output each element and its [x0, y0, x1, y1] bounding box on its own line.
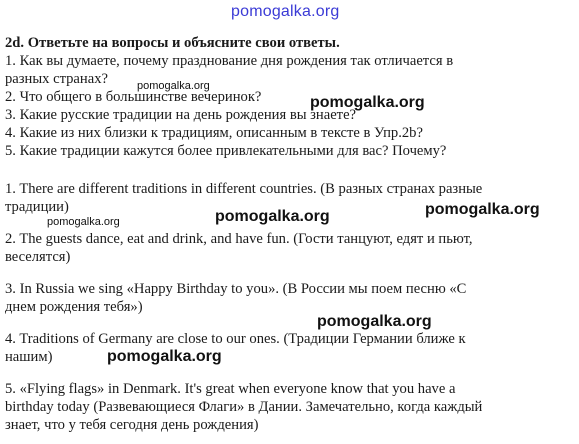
- watermark: pomogalka.org: [425, 201, 540, 218]
- watermark: pomogalka.org: [107, 348, 222, 365]
- exercise-title: 2d. Ответьте на вопросы и объясните свои ответы.: [5, 35, 340, 51]
- watermark: pomogalka.org: [310, 94, 425, 111]
- answer-5-line-1: 5. «Flying flags» in Denmark. It's great when everyone know that you have a: [5, 381, 456, 397]
- answer-3: [5, 280, 575, 316]
- answer-3-line-2: днем рождения тебя»): [5, 299, 143, 315]
- watermark: pomogalka.org: [47, 216, 120, 228]
- answer-4-line-2: нашим): [5, 349, 53, 365]
- watermark: pomogalka.org: [137, 80, 210, 92]
- questions-block: [5, 34, 575, 160]
- question-1-line-2: разных странах?: [5, 71, 108, 87]
- answer-5: [5, 380, 575, 434]
- answer-4-line-1: 4. Traditions of Germany are close to our ones. (Традиции Германии ближе к: [5, 331, 466, 347]
- question-5: 5. Какие традиции кажутся более привлекательными для вас? Почему?: [5, 143, 447, 159]
- answer-2-line-2: веселятся): [5, 249, 71, 265]
- answer-5-line-3: знает, что у тебя сегодня день рождения): [5, 417, 259, 433]
- answer-1-line-2: традиции): [5, 199, 69, 215]
- watermark: pomogalka.org: [317, 313, 432, 330]
- watermark-top: pomogalka.org: [231, 3, 340, 20]
- answer-1-line-1: 1. There are different traditions in different countries. (В разных странах разные: [5, 181, 483, 197]
- answer-3-line-1: 3. In Russia we sing «Happy Birthday to you». (В России мы поем песню «С: [5, 281, 467, 297]
- answer-2: [5, 230, 575, 266]
- question-4: 4. Какие из них близки к традициям, описанным в тексте в Упр.2b?: [5, 125, 423, 141]
- answer-5-line-2: birthday today (Развевающиеся Флаги» в Дании. Замечательно, когда каждый: [5, 399, 483, 415]
- question-3: 3. Какие русские традиции на день рождения вы знаете?: [5, 107, 357, 123]
- answer-4: [5, 330, 575, 366]
- question-2: 2. Что общего в большинстве вечеринок?: [5, 89, 262, 105]
- watermark: pomogalka.org: [215, 208, 330, 225]
- question-1-line-1: 1. Как вы думаете, почему празднование дня рождения так отличается в: [5, 53, 454, 69]
- answer-2-line-1: 2. The guests dance, eat and drink, and have fun. (Гости танцуют, едят и пьют,: [5, 231, 473, 247]
